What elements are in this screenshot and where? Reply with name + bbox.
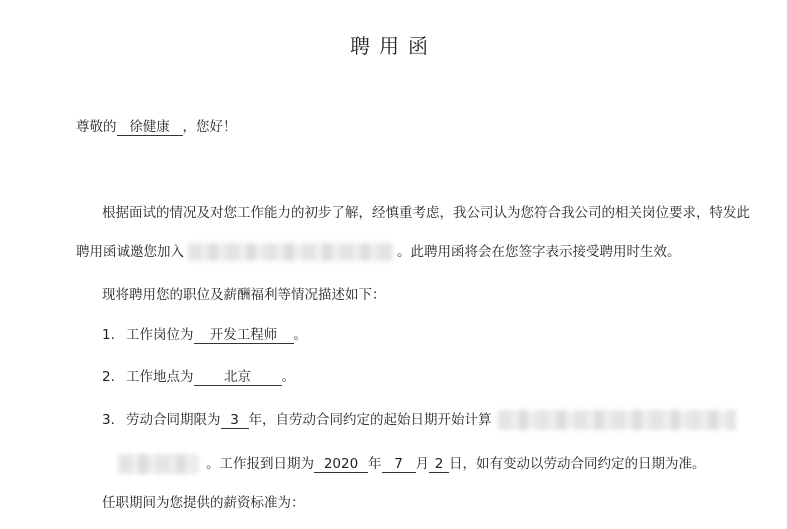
contract-years-value: 3 xyxy=(221,412,249,429)
description-intro: 现将聘用您的职位及薪酬福利等情况描述如下： xyxy=(102,287,386,303)
greeting-line xyxy=(76,118,237,136)
contract-term-text: 年，自劳动合同约定的起始日期开始计算 xyxy=(248,412,492,428)
report-year-unit: 年 xyxy=(368,456,382,472)
report-day-unit: 日 xyxy=(449,456,463,472)
position-suffix: 。 xyxy=(293,327,307,343)
report-day-value: 2 xyxy=(429,456,449,473)
list-item xyxy=(102,368,295,386)
redacted-company-name xyxy=(188,243,393,261)
list-item xyxy=(102,326,307,344)
report-month-unit: 月 xyxy=(415,456,429,472)
position-value: 开发工程师 xyxy=(194,327,294,344)
list-item-number: 2. xyxy=(102,369,115,385)
redacted-text xyxy=(118,454,198,474)
report-year-value: 2020 xyxy=(314,456,368,473)
paragraph-line-2-prefix: 聘用函诚邀您加入 xyxy=(76,244,184,260)
report-date-label: 。工作报到日期为 xyxy=(206,456,314,472)
report-date-note: ，如有变动以劳动合同约定的日期为准。 xyxy=(462,456,706,472)
report-date-line xyxy=(118,454,706,474)
paragraph-line-1: 根据面试的情况及对您工作能力的初步了解，经慎重考虑，我公司认为您符合我公司的相关岗位要求，特发此 xyxy=(102,205,750,221)
location-value: 北京 xyxy=(194,369,282,386)
list-item-number: 1. xyxy=(102,327,115,343)
list-item xyxy=(102,410,736,430)
paragraph-line-2-suffix: 。此聘用函将会在您签字表示接受聘用时生效。 xyxy=(397,244,681,260)
list-item-number: 3. xyxy=(102,412,115,428)
greeting-suffix: ，您好！ xyxy=(182,119,237,135)
greeting-prefix: 尊敬的 xyxy=(76,119,117,135)
salary-intro: 任职期间为您提供的薪资标准为： xyxy=(102,495,305,511)
paragraph-line-2 xyxy=(76,243,681,261)
recipient-name: 徐健康 xyxy=(117,119,183,136)
location-suffix: 。 xyxy=(281,369,295,385)
position-label: 工作岗位为 xyxy=(126,327,194,343)
redacted-contract-details xyxy=(498,410,736,430)
contract-term-label: 劳动合同期限为 xyxy=(126,412,221,428)
location-label: 工作地点为 xyxy=(126,369,194,385)
page-title: 聘用函 xyxy=(350,34,437,58)
report-month-value: 7 xyxy=(382,456,416,473)
